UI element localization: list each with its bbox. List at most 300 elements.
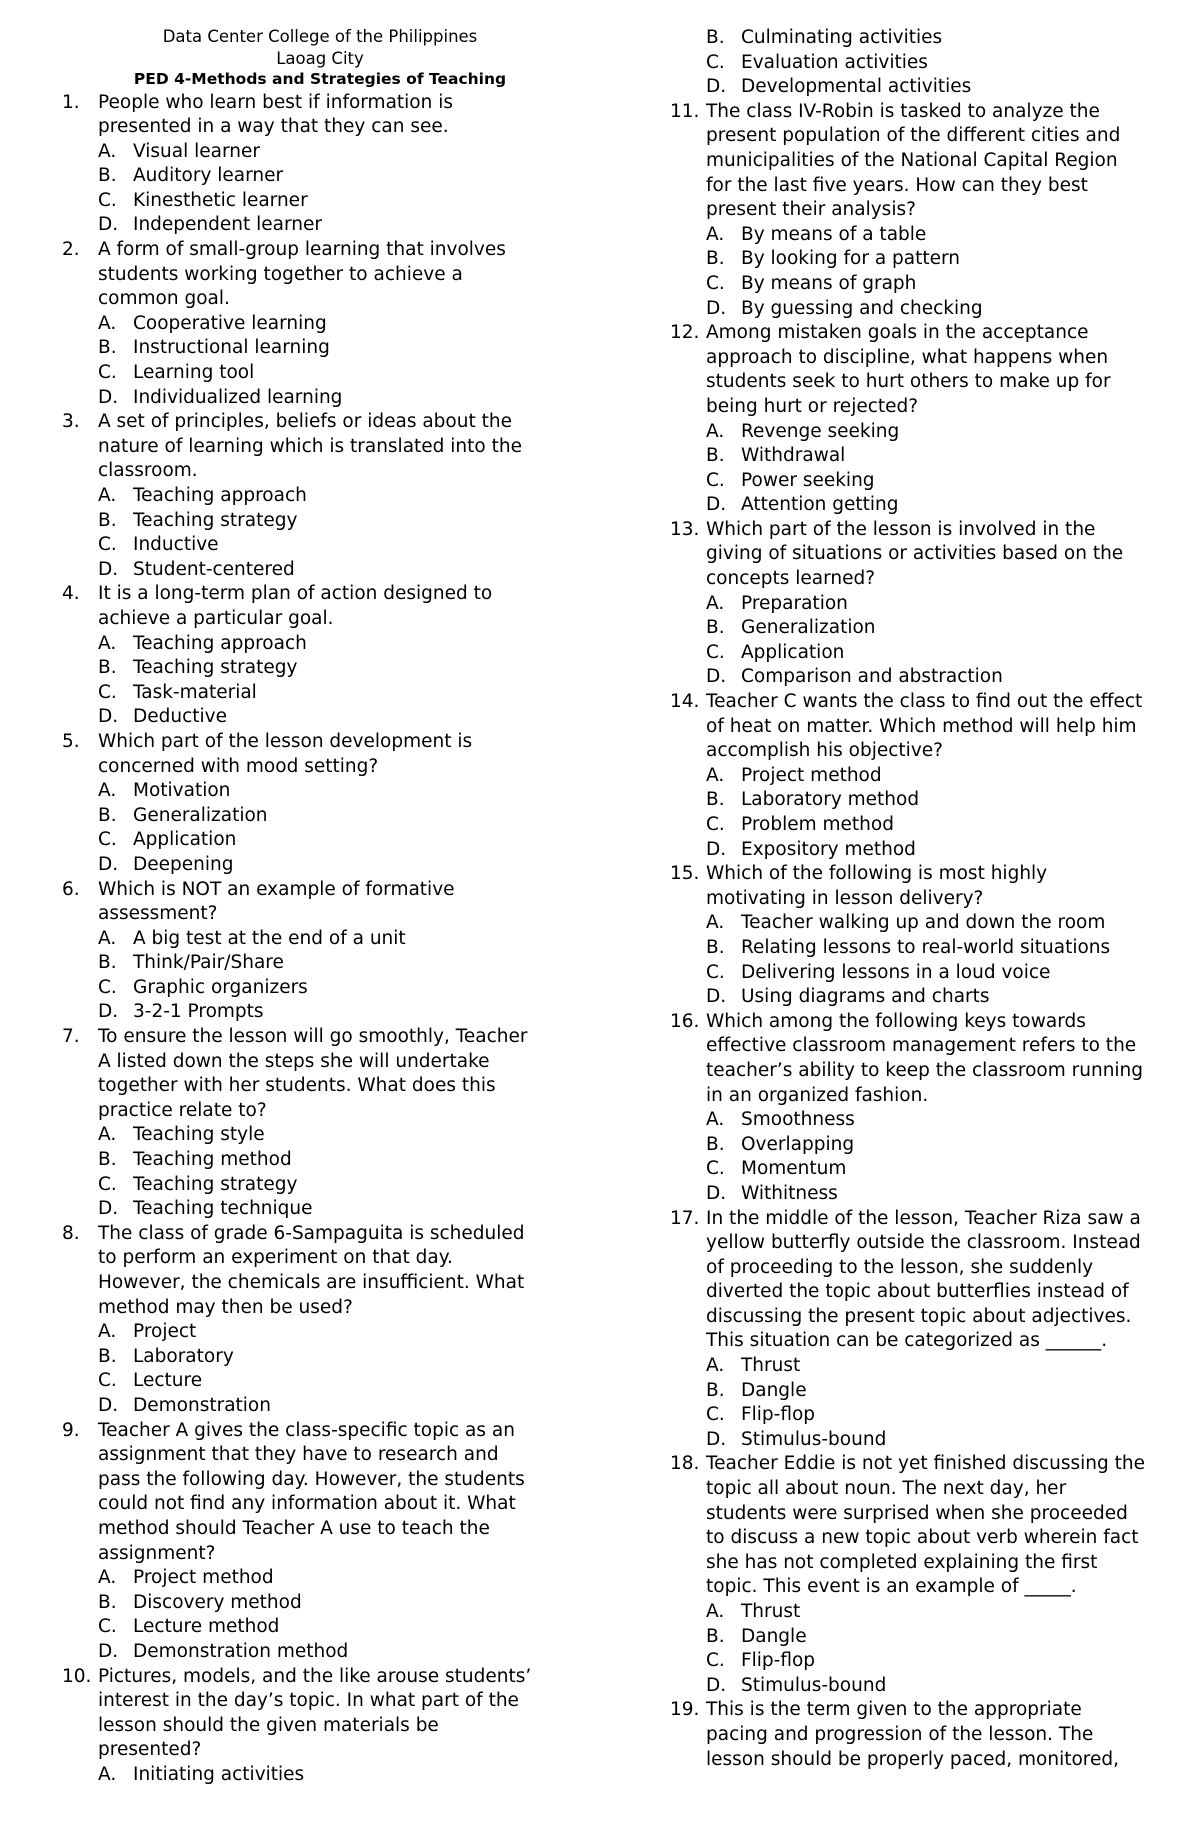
answer-option — [62, 779, 570, 804]
answer-option — [62, 189, 570, 214]
option-text: Demonstration — [133, 1394, 271, 1416]
option-letter: D. — [98, 386, 119, 408]
option-text: Project method — [741, 764, 882, 786]
question-line: motivating in lesson delivery? — [706, 887, 984, 909]
option-letter: B. — [706, 1625, 725, 1647]
question-line: Which part of the lesson development is — [98, 730, 473, 752]
question-item — [670, 1010, 1180, 1207]
answer-option — [670, 1403, 1180, 1428]
answer-option — [670, 1354, 1180, 1379]
question-line: Which is NOT an example of formative — [98, 878, 455, 900]
question-item — [670, 26, 1180, 100]
question-text — [706, 321, 1180, 419]
question-text — [706, 1698, 1180, 1772]
answer-option — [62, 213, 570, 238]
question-line: common goal. — [98, 288, 230, 310]
question-number: 13. — [670, 518, 700, 540]
question-item — [62, 91, 570, 239]
question-text — [98, 1025, 570, 1123]
question-item — [62, 410, 570, 582]
option-text: Demonstration method — [133, 1640, 349, 1662]
option-letter: A. — [98, 1567, 117, 1589]
option-letter: C. — [706, 1404, 725, 1426]
question-line: practice relate to? — [98, 1099, 267, 1121]
question-number: 17. — [670, 1207, 700, 1229]
option-text: Deductive — [133, 706, 227, 728]
answer-option — [62, 558, 570, 583]
answer-option — [670, 444, 1180, 469]
answer-option — [62, 1566, 570, 1591]
question-text — [706, 1010, 1180, 1108]
option-letter: B. — [98, 165, 117, 187]
option-letter: B. — [706, 936, 725, 958]
question-item — [62, 1419, 570, 1665]
option-text: Visual learner — [133, 140, 260, 162]
question-number: 7. — [62, 1026, 80, 1048]
question-line: could not find any information about it. What — [98, 1493, 516, 1515]
option-text: Project — [133, 1321, 197, 1343]
question-line: concepts learned? — [706, 568, 876, 590]
answer-option — [670, 469, 1180, 494]
answer-option — [62, 951, 570, 976]
question-item — [670, 1698, 1180, 1772]
question-line: students working together to achieve a — [98, 263, 463, 285]
option-letter: A. — [706, 223, 725, 245]
answer-option — [62, 1197, 570, 1222]
question-item — [62, 730, 570, 878]
question-line: present population of the different cities and — [706, 125, 1121, 147]
option-text: Lecture — [133, 1370, 203, 1392]
option-letter: A. — [98, 485, 117, 506]
option-text: Deepening — [133, 853, 234, 875]
answer-option — [670, 1157, 1180, 1182]
option-letter: C. — [706, 272, 725, 294]
answer-option — [670, 764, 1180, 789]
option-letter: D. — [98, 1394, 119, 1416]
option-letter: A. — [706, 1109, 725, 1131]
question-line: students were surprised when she proceeded — [706, 1502, 1128, 1524]
option-letter: B. — [706, 617, 725, 639]
option-text: Comparison and abstraction — [741, 666, 1003, 688]
option-text: Thrust — [741, 1601, 801, 1622]
answer-option — [62, 705, 570, 730]
option-letter: A. — [706, 1601, 725, 1622]
question-line: achieve a particular goal. — [98, 607, 334, 629]
option-letter: C. — [98, 681, 117, 703]
question-line: students seek to hurt others to make up for — [706, 371, 1111, 393]
question-text — [98, 410, 570, 484]
question-line: To ensure the lesson will go smoothly, Teacher — [98, 1026, 528, 1048]
question-stem — [62, 878, 570, 927]
option-letter: C. — [98, 362, 117, 384]
question-item — [670, 100, 1180, 321]
question-list — [62, 91, 570, 1788]
answer-option — [62, 1394, 570, 1419]
option-text: Individualized learning — [133, 386, 343, 408]
option-letter: B. — [706, 445, 725, 467]
option-letter: A. — [98, 1763, 117, 1785]
answer-option — [62, 1763, 570, 1788]
question-line: A set of principles, beliefs or ideas about the — [98, 411, 512, 433]
question-item — [670, 1452, 1180, 1698]
question-stem — [62, 582, 570, 631]
institution-name: Data Center College of the Philippines — [162, 27, 478, 46]
question-stem — [62, 91, 570, 140]
question-line: approach to discipline, what happens when — [706, 346, 1109, 368]
question-item — [670, 321, 1180, 518]
option-text: Thrust — [741, 1355, 801, 1377]
question-stem — [670, 862, 1180, 911]
option-text: Instructional learning — [133, 337, 330, 359]
option-text: Laboratory method — [741, 789, 920, 811]
option-letter: C. — [98, 829, 117, 851]
question-line: to perform an experiment on that day. — [98, 1247, 453, 1269]
question-line: discussing the present topic about adjectives. — [706, 1305, 1132, 1327]
option-letter: D. — [706, 494, 727, 516]
question-line: of proceeding to the lesson, she suddenly — [706, 1256, 1094, 1278]
option-text: By looking for a pattern — [741, 248, 961, 270]
question-text — [706, 690, 1180, 764]
answer-option — [670, 51, 1180, 76]
question-number: 2. — [62, 239, 80, 261]
answer-option — [62, 509, 570, 534]
option-text: Kinesthetic learner — [133, 189, 308, 211]
question-stem — [670, 321, 1180, 419]
question-item — [670, 690, 1180, 862]
option-letter: C. — [98, 1616, 117, 1638]
option-letter: C. — [706, 51, 725, 73]
answer-option — [62, 1369, 570, 1394]
question-text — [98, 878, 570, 927]
question-stem — [670, 100, 1180, 223]
question-number: 19. — [670, 1699, 700, 1721]
answer-option — [62, 533, 570, 558]
answer-option — [670, 838, 1180, 863]
answer-option — [62, 1320, 570, 1345]
question-text — [98, 1222, 570, 1320]
answer-option — [670, 1649, 1180, 1674]
question-line: presented? — [98, 1739, 202, 1761]
question-line: present their analysis? — [706, 199, 916, 221]
answer-option — [670, 813, 1180, 838]
option-letter: B. — [98, 1591, 117, 1613]
answer-option — [670, 961, 1180, 986]
question-number: 10. — [62, 1665, 92, 1687]
answer-option — [62, 656, 570, 681]
question-line: effective classroom management refers to the — [706, 1035, 1137, 1057]
question-item — [62, 1665, 570, 1788]
answer-option — [670, 1674, 1180, 1699]
option-text: Evaluation activities — [741, 51, 928, 73]
answer-option — [670, 1133, 1180, 1158]
option-letter: C. — [706, 641, 725, 663]
option-text: Teaching technique — [133, 1198, 313, 1220]
answer-option — [670, 1108, 1180, 1133]
option-text: By means of graph — [741, 272, 917, 294]
question-number: 15. — [670, 863, 700, 885]
answer-option — [62, 164, 570, 189]
question-stem — [62, 1665, 570, 1763]
option-text: Laboratory — [133, 1345, 234, 1367]
question-line: assessment? — [98, 903, 218, 925]
question-line: accomplish his objective? — [706, 740, 943, 762]
answer-option — [62, 336, 570, 361]
option-letter: B. — [706, 27, 725, 48]
answer-option — [62, 976, 570, 1001]
option-letter: A. — [98, 632, 117, 654]
answer-option — [62, 484, 570, 509]
question-item — [62, 582, 570, 730]
option-letter: A. — [706, 592, 725, 614]
question-number: 11. — [670, 100, 700, 122]
option-text: Relating lessons to real-world situations — [741, 936, 1111, 958]
question-line: topic all about noun. The next day, her — [706, 1478, 1067, 1500]
option-letter: D. — [98, 706, 119, 728]
option-text: Teaching method — [133, 1149, 292, 1171]
option-text: Smoothness — [741, 1109, 855, 1131]
answer-option — [62, 828, 570, 853]
question-line: lesson should be properly paced, monitored, — [706, 1748, 1119, 1770]
answer-option — [670, 616, 1180, 641]
question-item — [670, 518, 1180, 690]
option-letter: A. — [98, 1321, 117, 1343]
answer-option — [670, 247, 1180, 272]
option-text: By means of a table — [741, 223, 927, 245]
option-text: Discovery method — [133, 1591, 302, 1613]
right-column — [670, 26, 1180, 1772]
option-letter: D. — [98, 853, 119, 875]
question-stem — [62, 410, 570, 484]
answer-option — [670, 1379, 1180, 1404]
option-letter: D. — [706, 1182, 727, 1204]
question-line: presented in a way that they can see. — [98, 116, 449, 138]
option-text: Application — [741, 641, 845, 663]
question-line: method should Teacher A use to teach the — [98, 1517, 490, 1539]
answer-option — [670, 420, 1180, 445]
question-number: 3. — [62, 411, 80, 433]
option-letter: C. — [98, 1173, 117, 1195]
option-text: Project method — [133, 1567, 274, 1589]
option-letter: B. — [98, 952, 117, 974]
question-stem — [670, 1698, 1180, 1772]
answer-option — [670, 985, 1180, 1010]
option-letter: D. — [706, 986, 727, 1008]
question-item — [670, 862, 1180, 1010]
option-letter: B. — [706, 248, 725, 270]
question-stem — [62, 1025, 570, 1123]
question-line: The class of grade 6-Sampaguita is scheduled — [98, 1222, 525, 1244]
question-line: A form of small-group learning that involves — [98, 239, 506, 261]
question-line: Pictures, models, and the like arouse students’ — [98, 1665, 532, 1687]
question-number: 8. — [62, 1222, 80, 1244]
question-line: In the middle of the lesson, Teacher Riza saw a — [706, 1207, 1141, 1229]
option-text: Teaching strategy — [133, 509, 298, 531]
option-text: Dangle — [741, 1625, 807, 1647]
question-line: Teacher C wants the class to find out the effect — [706, 691, 1143, 713]
question-item — [670, 1207, 1180, 1453]
option-letter: C. — [706, 814, 725, 835]
option-text: Cooperative learning — [133, 312, 327, 334]
option-letter: A. — [706, 764, 725, 786]
option-letter: C. — [98, 189, 117, 211]
option-text: Auditory learner — [133, 165, 284, 187]
option-letter: C. — [706, 469, 725, 491]
option-letter: A. — [98, 780, 117, 802]
question-list — [670, 26, 1180, 1772]
question-line: municipalities of the National Capital Region — [706, 149, 1118, 171]
option-text: Initiating activities — [133, 1763, 305, 1785]
option-letter: C. — [98, 1370, 117, 1392]
question-line: lesson should the given materials be — [98, 1714, 439, 1736]
option-letter: C. — [706, 961, 725, 983]
option-text: Withdrawal — [741, 445, 846, 467]
answer-option — [670, 223, 1180, 248]
option-text: Graphic organizers — [133, 976, 308, 998]
option-text: Attention getting — [741, 494, 899, 516]
option-letter: D. — [706, 838, 727, 860]
option-text: A big test at the end of a unit — [133, 927, 406, 949]
question-number: 9. — [62, 1419, 80, 1441]
option-letter: C. — [98, 976, 117, 998]
question-line: Which part of the lesson is involved in the — [706, 518, 1096, 540]
option-letter: A. — [706, 1355, 725, 1377]
question-stem — [670, 1452, 1180, 1600]
answer-option — [670, 297, 1180, 322]
answer-option — [670, 1428, 1180, 1453]
question-line: she has not completed explaining the first — [706, 1551, 1098, 1573]
option-text: Generalization — [133, 804, 268, 826]
answer-option — [62, 853, 570, 878]
option-text: Teaching approach — [133, 485, 307, 506]
answer-option — [62, 1123, 570, 1148]
question-line: pass the following day. However, the students — [98, 1468, 525, 1490]
answer-option — [670, 592, 1180, 617]
question-text — [98, 582, 570, 631]
option-letter: C. — [98, 534, 117, 556]
option-text: Generalization — [741, 617, 876, 639]
question-number: 18. — [670, 1453, 700, 1475]
option-text: Delivering lessons in a loud voice — [741, 961, 1051, 983]
answer-option — [670, 936, 1180, 961]
answer-option — [62, 804, 570, 829]
option-letter: B. — [706, 789, 725, 811]
question-number: 16. — [670, 1010, 700, 1032]
question-line: interest in the day’s topic. In what part of the — [98, 1690, 519, 1712]
answer-option — [670, 911, 1180, 936]
question-number: 1. — [62, 91, 80, 113]
question-stem — [62, 1222, 570, 1320]
option-text: Think/Pair/Share — [133, 952, 284, 974]
option-text: Problem method — [741, 814, 894, 835]
option-letter: D. — [706, 1674, 727, 1696]
answer-option — [670, 788, 1180, 813]
question-line: A listed down the steps she will undertake — [98, 1050, 490, 1072]
option-text: Dangle — [741, 1379, 807, 1401]
option-letter: C. — [706, 1650, 725, 1672]
question-line: People who learn best if information is — [98, 91, 454, 113]
answer-option — [62, 1148, 570, 1173]
option-text: Stimulus-bound — [741, 1428, 887, 1450]
answer-option — [62, 632, 570, 657]
option-letter: B. — [98, 1345, 117, 1367]
option-letter: C. — [706, 1158, 725, 1180]
question-line: being hurt or rejected? — [706, 395, 919, 417]
question-line: pacing and progression of the lesson. The — [706, 1723, 1094, 1745]
option-text: Flip-flop — [741, 1650, 816, 1672]
answer-option — [670, 75, 1180, 100]
answer-option — [62, 1000, 570, 1025]
answer-option — [62, 1640, 570, 1665]
option-letter: B. — [98, 1149, 117, 1171]
option-text: Student-centered — [133, 558, 295, 580]
question-stem — [670, 1010, 1180, 1108]
question-text — [706, 518, 1180, 592]
question-line: for the last five years. How can they best — [706, 174, 1088, 196]
question-line: of heat on matter. Which method will help him — [706, 715, 1137, 737]
option-text: Power seeking — [741, 469, 875, 491]
question-item — [62, 878, 570, 1026]
document-header — [70, 26, 570, 91]
question-text — [706, 100, 1180, 223]
institution-city: Laoag City — [276, 48, 364, 68]
question-line: diverted the topic about butterflies instead of — [706, 1281, 1129, 1303]
question-line: Which among the following keys towards — [706, 1010, 1086, 1032]
question-line: It is a long-term plan of action designed to — [98, 583, 493, 605]
question-text — [98, 1419, 570, 1567]
question-text — [706, 862, 1180, 911]
option-text: Culminating activities — [741, 27, 943, 48]
option-letter: B. — [98, 804, 117, 826]
option-text: Developmental activities — [741, 76, 972, 98]
option-text: Revenge seeking — [741, 420, 900, 442]
option-letter: D. — [98, 214, 119, 236]
question-text — [706, 1207, 1180, 1355]
question-number: 14. — [670, 691, 700, 713]
answer-option — [670, 493, 1180, 518]
option-letter: A. — [706, 420, 725, 442]
option-letter: D. — [98, 1001, 119, 1023]
option-letter: D. — [98, 558, 119, 580]
answer-option — [62, 361, 570, 386]
question-line: Which of the following is most highly — [706, 863, 1048, 885]
option-text: Teaching style — [133, 1124, 265, 1146]
answer-option — [62, 1173, 570, 1198]
question-text — [98, 730, 570, 779]
option-letter: A. — [706, 912, 725, 934]
option-letter: B. — [98, 657, 117, 679]
question-line: topic. This event is an example of _____. — [706, 1576, 1077, 1598]
option-text: Independent learner — [133, 214, 322, 236]
question-line: Teacher Eddie is not yet finished discussing the — [706, 1453, 1145, 1475]
question-item — [62, 238, 570, 410]
answer-option — [62, 312, 570, 337]
option-text: Stimulus-bound — [741, 1674, 887, 1696]
question-line: together with her students. What does this — [98, 1075, 496, 1097]
question-text — [706, 1452, 1180, 1600]
question-number: 5. — [62, 730, 80, 752]
course-title: PED 4-Methods and Strategies of Teaching — [133, 70, 507, 88]
answer-option — [62, 1615, 570, 1640]
question-line: assignment that they have to research and — [98, 1444, 499, 1466]
question-stem — [62, 1419, 570, 1567]
question-item — [62, 1222, 570, 1419]
question-text — [98, 91, 570, 140]
answer-option — [670, 1182, 1180, 1207]
answer-option — [62, 386, 570, 411]
option-letter: A. — [98, 1124, 117, 1146]
question-number: 6. — [62, 878, 80, 900]
answer-option — [62, 681, 570, 706]
